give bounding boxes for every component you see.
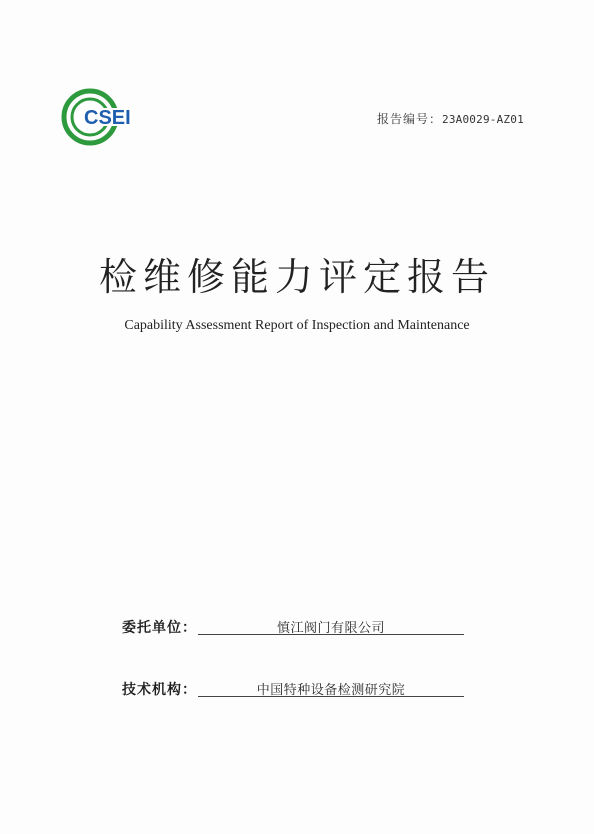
report-title-english: Capability Assessment Report of Inspection and Maintenance xyxy=(124,318,470,333)
institution-value: 中国特种设备检测研究院 xyxy=(256,683,406,698)
institution-underline xyxy=(198,696,464,697)
client-field xyxy=(122,617,385,637)
client-value: 慎江阀门有限公司 xyxy=(276,621,385,636)
csei-logo-icon xyxy=(60,86,150,148)
svg-text:CSEI: CSEI xyxy=(84,107,131,129)
institution-label: 技术机构： xyxy=(122,682,197,698)
client-label: 委托单位： xyxy=(122,620,197,636)
report-number-label: 报告编号： xyxy=(377,112,443,126)
report-number-value: 23A0029-AZ01 xyxy=(442,113,524,126)
csei-logo xyxy=(60,86,150,148)
client-underline xyxy=(198,634,464,635)
report-title-chinese: 检维修能力评定报告 xyxy=(98,255,495,299)
institution-field xyxy=(122,679,406,699)
report-number xyxy=(377,110,524,127)
